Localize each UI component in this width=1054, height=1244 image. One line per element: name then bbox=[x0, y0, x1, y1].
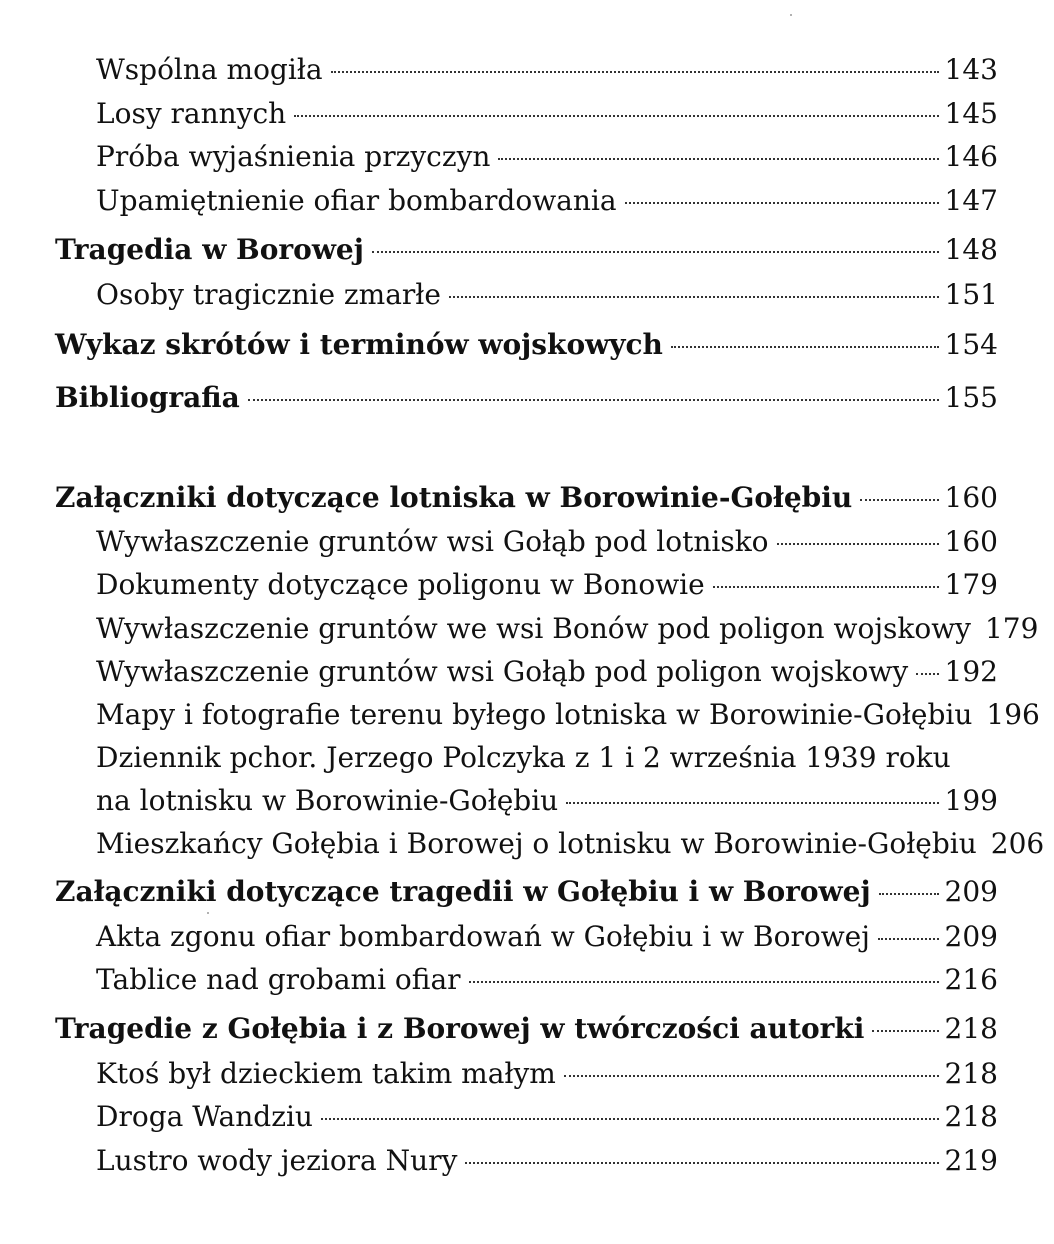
toc-entry bbox=[96, 824, 1045, 864]
dot-leader bbox=[564, 1075, 939, 1077]
toc-entry bbox=[96, 781, 998, 821]
dot-leader bbox=[566, 802, 938, 804]
scan-speck bbox=[207, 912, 209, 914]
toc-chapter-page: 155 bbox=[944, 381, 998, 414]
toc-chapter bbox=[55, 478, 998, 518]
toc-chapter-page: 154 bbox=[944, 328, 998, 361]
dot-leader bbox=[777, 543, 939, 545]
toc-chapter-title: Tragedie z Gołębia i z Borowej w twórczości autorki bbox=[55, 1012, 865, 1045]
toc-entry-page: 143 bbox=[944, 53, 998, 86]
toc-entry-page: 196 bbox=[986, 698, 1040, 731]
toc-entry-page: 218 bbox=[944, 1100, 998, 1133]
toc-entry bbox=[96, 652, 998, 692]
toc-entry-page: 147 bbox=[944, 184, 998, 217]
toc-entry-page: 219 bbox=[944, 1144, 998, 1177]
toc-entry-page: 206 bbox=[990, 827, 1045, 860]
toc-entry bbox=[96, 695, 1040, 735]
dot-leader bbox=[872, 1030, 938, 1032]
dot-leader bbox=[469, 981, 939, 983]
toc-entry-page: 146 bbox=[944, 140, 998, 173]
toc-chapter-title: Tragedia w Borowej bbox=[55, 233, 364, 266]
toc-entry bbox=[96, 1141, 998, 1181]
scan-speck bbox=[790, 14, 792, 16]
toc-chapter bbox=[55, 1009, 998, 1049]
toc-entry bbox=[96, 522, 998, 562]
toc-entry bbox=[96, 917, 998, 957]
toc-chapter bbox=[55, 325, 998, 365]
toc-entry bbox=[96, 181, 998, 221]
dot-leader bbox=[671, 346, 939, 348]
toc-entry bbox=[96, 275, 998, 315]
toc-chapter-title: Załączniki dotyczące lotniska w Borowinie-Gołębiu bbox=[55, 481, 853, 514]
toc-entry-page: 209 bbox=[944, 920, 998, 953]
toc-entry-page: 216 bbox=[944, 963, 998, 996]
toc-entry-title: Osoby tragicznie zmarłe bbox=[96, 278, 441, 311]
toc-entry-title: Akta zgonu ofiar bombardowań w Gołębiu i w Borowej bbox=[96, 920, 870, 953]
toc-entry-title: Dokumenty dotyczące poligonu w Bonowie bbox=[96, 568, 705, 601]
toc-entry-title-line1: Dziennik pchor. Jerzego Polczyka z 1 i 2 września 1939 roku bbox=[96, 741, 951, 774]
toc-chapter-title: Bibliografia bbox=[55, 381, 240, 414]
dot-leader bbox=[860, 499, 938, 501]
toc-chapter-page: 160 bbox=[944, 481, 998, 514]
toc-chapter-page: 218 bbox=[944, 1012, 998, 1045]
dot-leader bbox=[248, 399, 939, 401]
toc-entry bbox=[96, 1097, 998, 1137]
dot-leader bbox=[878, 938, 939, 940]
toc-chapter-page: 148 bbox=[944, 233, 998, 266]
toc-entry-page: 192 bbox=[944, 655, 998, 688]
toc-chapter-title: Załączniki dotyczące tragedii w Gołębiu i w Borowej bbox=[55, 875, 871, 908]
toc-entry bbox=[96, 137, 998, 177]
dot-leader bbox=[879, 893, 939, 895]
toc-entry-page: 179 bbox=[984, 612, 1039, 645]
toc-entry-title: Tablice nad grobami ofiar bbox=[96, 963, 461, 996]
toc-chapter-title: Wykaz skrótów i terminów wojskowych bbox=[55, 328, 663, 361]
toc-entry bbox=[96, 565, 998, 605]
toc-entry-page: 179 bbox=[944, 568, 998, 601]
toc-entry-title: Wywłaszczenie gruntów wsi Gołąb pod poligon wojskowy bbox=[96, 655, 909, 688]
toc-entry-title: Upamiętnienie ofiar bombardowania bbox=[96, 184, 617, 217]
dot-leader bbox=[372, 251, 939, 253]
toc-entry-title: Próba wyjaśnienia przyczyn bbox=[96, 140, 491, 173]
toc-entry-title: Wspólna mogiła bbox=[96, 53, 323, 86]
toc-entry-title: Wywłaszczenie gruntów wsi Gołąb pod lotnisko bbox=[96, 525, 769, 558]
toc-entry-page: 199 bbox=[944, 784, 998, 817]
toc-chapter bbox=[55, 378, 998, 418]
toc-entry-title: Mieszkańcy Gołębia i Borowej o lotnisku w Borowinie-Gołębiu bbox=[96, 827, 977, 860]
toc-entry-page: 218 bbox=[944, 1057, 998, 1090]
toc-entry-title: Losy rannych bbox=[96, 97, 287, 130]
dot-leader bbox=[449, 296, 939, 298]
dot-leader bbox=[331, 71, 939, 73]
toc-entry-title: Lustro wody jeziora Nury bbox=[96, 1144, 458, 1177]
toc-entry-title: Ktoś był dzieckiem takim małym bbox=[96, 1057, 556, 1090]
toc-chapter-page: 209 bbox=[944, 875, 998, 908]
dot-leader bbox=[498, 158, 938, 160]
toc-entry bbox=[96, 50, 998, 90]
toc-entry bbox=[96, 960, 998, 1000]
dot-leader bbox=[916, 673, 938, 675]
toc-entry bbox=[96, 94, 998, 134]
toc-chapter bbox=[55, 872, 998, 912]
toc-chapter bbox=[55, 230, 998, 270]
dot-leader bbox=[625, 202, 939, 204]
dot-leader bbox=[321, 1118, 939, 1120]
toc-entry-page: 145 bbox=[944, 97, 998, 130]
toc-entry-title: Mapy i fotografie terenu byłego lotniska w Borowinie-Gołębiu bbox=[96, 698, 973, 731]
toc-entry-title: na lotnisku w Borowinie-Gołębiu bbox=[96, 784, 559, 817]
toc-entry bbox=[96, 609, 1039, 649]
toc-entry bbox=[96, 1054, 998, 1094]
toc-entry-page: 151 bbox=[944, 278, 998, 311]
toc-entry-title: Droga Wandziu bbox=[96, 1100, 313, 1133]
dot-leader bbox=[713, 586, 939, 588]
dot-leader bbox=[294, 115, 938, 117]
dot-leader bbox=[465, 1162, 938, 1164]
toc-entry-title: Wywłaszczenie gruntów we wsi Bonów pod poligon wojskowy bbox=[96, 612, 971, 645]
toc-entry-page: 160 bbox=[944, 525, 998, 558]
